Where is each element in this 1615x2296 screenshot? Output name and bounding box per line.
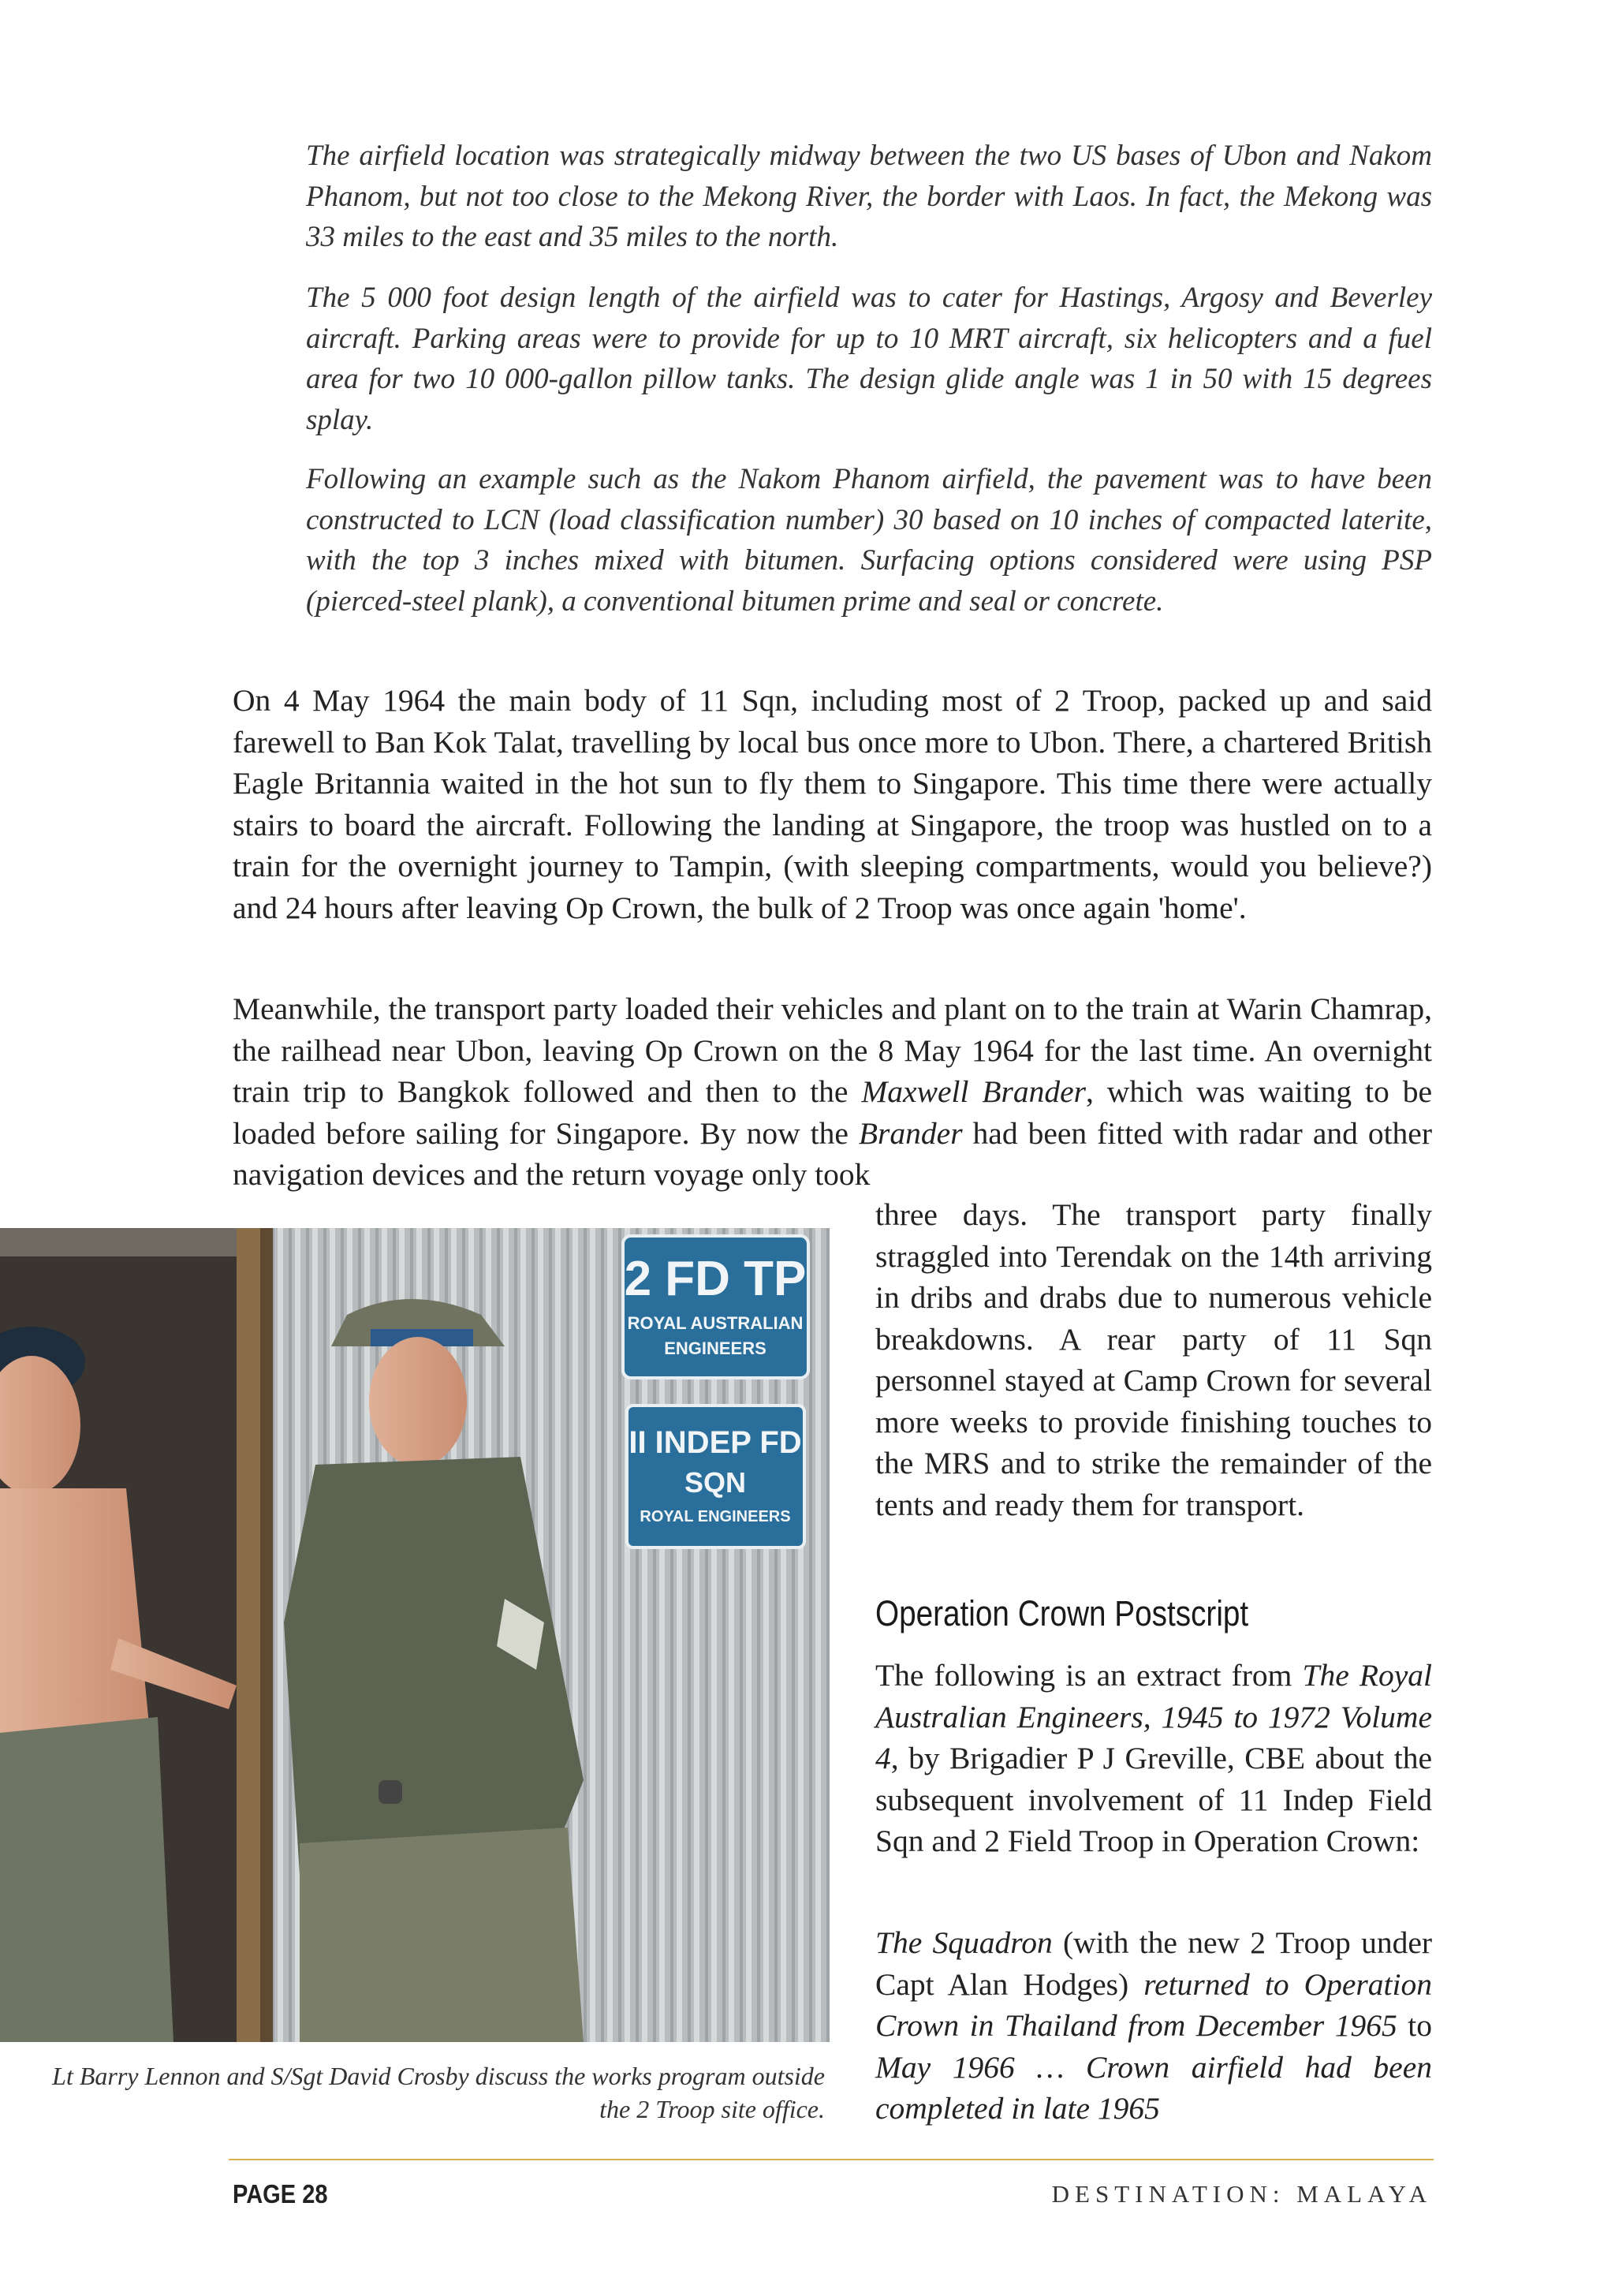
body-paragraph-transport [233,988,1432,1196]
text-run: had been fitted with radar and other navigation devices and the return voyage only took [233,1115,1432,1192]
body-paragraph-extract-intro [875,1655,1432,1862]
sign-2-line-1: II INDEP FD [628,1425,802,1460]
text-run: The following is an extract from [875,1658,1303,1693]
photo-caption: Lt Barry Lennon and S/Sgt David Crosby discuss the works program outside the 2 Troop site office. [52,2062,825,2123]
photo-site-office [0,1228,830,2042]
sign-1-line-2: ROYAL AUSTRALIAN [627,1313,804,1333]
publication-title: DESTINATION: MALAYA [1051,2180,1432,2208]
text-run: May 1966 … Crown airfield had been completed in late 1965 [875,2049,1432,2126]
sign-1-line-1: 2 FD TP [624,1252,807,1306]
text-run: (with the new 2 Troop under Capt Alan Hodges) [875,1925,1433,2002]
body-paragraph-extract [875,1922,1432,2130]
quote-paragraph-3: Following an example such as the Nakom Phanom airfield, the pavement was to have been constructed to LCN (load classification number) 30 based on 10 inches of compacted laterite, with the top 3 inches mixed with bitumen. Surfacing options considered were using PSP (pierced-steel plank), a conventional bitumen prime and seal or concrete. [306,463,1432,618]
section-heading: Operation Crown Postscript [875,1593,1249,1633]
text-run: Meanwhile, the transport party loaded their vehicles and plant on to the train at Warin Chamrap, the railhead near Ubon, leaving Op Crown on the 8 May 1964 for the last time. An overnight train trip to Bangkok followed and then to the [233,991,1432,1109]
sign-1-line-3: ENGINEERS [664,1338,766,1358]
page-number: PAGE 28 [233,2179,328,2208]
body-paragraph-departure: On 4 May 1964 the main body of 11 Sqn, including most of 2 Troop, packed up and said farewell to Ban Kok Talat, travelling by local bus once more to Ubon. There, a chartered British Eagle Britannia waited in the hot sun to fly them to Singapore. This time there were actually stairs to board the aircraft. Following the landing at Singapore, the troop was hustled on to a train for the overnight journey to Tampin, (with sleeping compartments, would you believe?) and 24 hours after leaving Op Crown, the bulk of 2 Troop was once again 'home'. [233,683,1432,925]
footer-rule [229,2159,1434,2160]
sign-11-indep-fd-sqn [627,1406,804,1547]
quote-paragraph-1: The airfield location was strategically midway between the two US bases of Ubon and Nakom Phanom, but not too close to the Mekong River, the border with Laos. In fact, the Mekong was 33 miles to the east and 35 miles to the north. [306,140,1432,253]
ship-name-short: Brander [858,1115,963,1151]
text-run: to [1397,2008,1432,2043]
sign-2-fd-tp [623,1236,808,1378]
sign-2-line-2: SQN [684,1466,747,1499]
body-paragraph-transport-continued: three days. The transport party finally straggled into Terendak on the 14th arriving in dribs and drabs due to numerous vehicle breakdowns. A rear party of 11 Sqn personnel stayed at Camp Crown for several more weeks to provide finishing touches to the MRS and to strike the remainder of the tents and ready them for transport. [875,1197,1432,1522]
text-run: The Squadron [875,1925,1053,1960]
text-run: returned to Operation Crown in Thailand from December 1965 [875,1966,1432,2043]
quote-paragraph-2: The 5 000 foot design length of the airfield was to cater for Hastings, Argosy and Beverley aircraft. Parking areas were to provide for up to 10 MRT aircraft, six helicopters and a fuel area for two 10 000-gallon pillow tanks. The design glide angle was 1 in 50 with 15 degrees splay. [306,282,1432,436]
book-title: The Royal Australian Engineers, 1945 to 1972 Volume 4 [875,1658,1433,1775]
ship-name: Maxwell Brander [861,1074,1087,1109]
text-run: , by Brigadier P J Greville, CBE about the subsequent involvement of 11 Indep Field Sqn and 2 Field Troop in Operation Crown: [875,1741,1432,1858]
text-run: , which was waiting to be loaded before sailing for Singapore. By now the [233,1074,1432,1151]
sign-2-line-3: ROYAL ENGINEERS [640,1508,791,1525]
